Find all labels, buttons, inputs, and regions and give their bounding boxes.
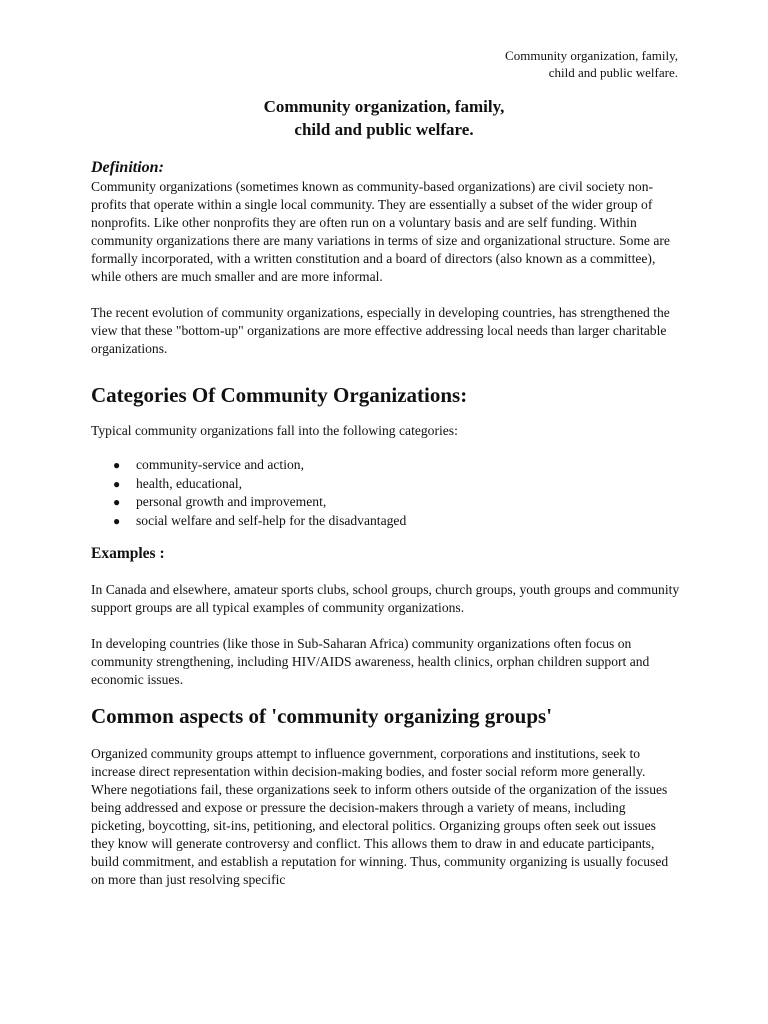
document-title-line-1: Community organization, family, <box>263 97 505 116</box>
examples-paragraph-1: In Canada and elsewhere, amateur sports clubs, school groups, church groups, youth groups and community support groups are all typical examples of community organizations. <box>91 582 680 615</box>
list-item <box>91 456 681 475</box>
running-header-line-1: Community organization, family, <box>505 48 678 63</box>
definition-heading: Definition: <box>91 159 164 176</box>
paragraph-gap <box>91 286 681 304</box>
document-title-line-2: child and public welfare. <box>294 120 474 139</box>
bullet-icon: ● <box>113 476 121 491</box>
definition-paragraph-2: The recent evolution of community organizations, especially in developing countries, has strengthened the view that these "bottom-up" organizations are more effective addressing local needs than larger charitable organizations. <box>91 305 670 356</box>
common-aspects-heading: Common aspects of 'community organizing groups' <box>91 704 553 728</box>
document-title <box>0 95 768 141</box>
bullet-icon: ● <box>113 458 121 472</box>
list-item-text: social welfare and self-help for the disadvantaged <box>136 512 407 528</box>
categories-intro: Typical community organizations fall into the following categories: <box>91 423 458 438</box>
examples-paragraph-2: In developing countries (like those in Sub-Saharan Africa) community organizations often focus on community strengthening, including HIV/AIDS awareness, health clinics, orphan children support and economic issues. <box>91 636 650 687</box>
common-aspects-paragraph: Organized community groups attempt to influence government, corporations and institutions, seek to increase direct representation within decision-making bodies, and foster social reform more generally. Where negotiations fail, these organizations seek to inform others outside of the organization of the issues being addressed and expose or pressure the decision-makers through a variety of means, including picketing, boycotting, sit-ins, petitioning, and electoral politics. Organizing groups often seek out issues they know will generate controversy and conflict. This allows them to draw in and educate participants, build commitment, and establish a reputation for winning. Thus, community organizing is usually focused on more than just resolving specific <box>91 746 669 887</box>
bullet-icon: ● <box>113 495 121 509</box>
paragraph-gap <box>91 358 681 376</box>
list-item-text: personal growth and improvement, <box>136 494 327 509</box>
list-item <box>91 475 681 494</box>
list-item-text: community-service and action, <box>136 457 304 472</box>
categories-heading: Categories Of Community Organizations: <box>91 383 468 407</box>
categories-list <box>91 456 681 530</box>
document-body <box>91 158 681 889</box>
list-item <box>91 493 681 512</box>
running-header <box>505 47 678 81</box>
paragraph-gap <box>91 617 681 635</box>
running-header-line-2: child and public welfare. <box>548 65 678 80</box>
list-item-text: health, educational, <box>136 475 243 491</box>
bullet-icon: ● <box>113 513 121 528</box>
examples-heading: Examples : <box>91 545 165 562</box>
list-item <box>91 512 681 531</box>
definition-paragraph-1: Community organizations (sometimes known as community-based organizations) are civil society non-profits that operate within a single local community. They are essentially a subset of the wider group of nonprofits. Like other nonprofits they are often run on a voluntary basis and are self funding. Within community organizations there are many variations in terms of size and organizational structure. Some are formally incorporated, with a written constitution and a board of directors (also known as a committee), while others are much smaller and are more informal. <box>91 179 670 284</box>
